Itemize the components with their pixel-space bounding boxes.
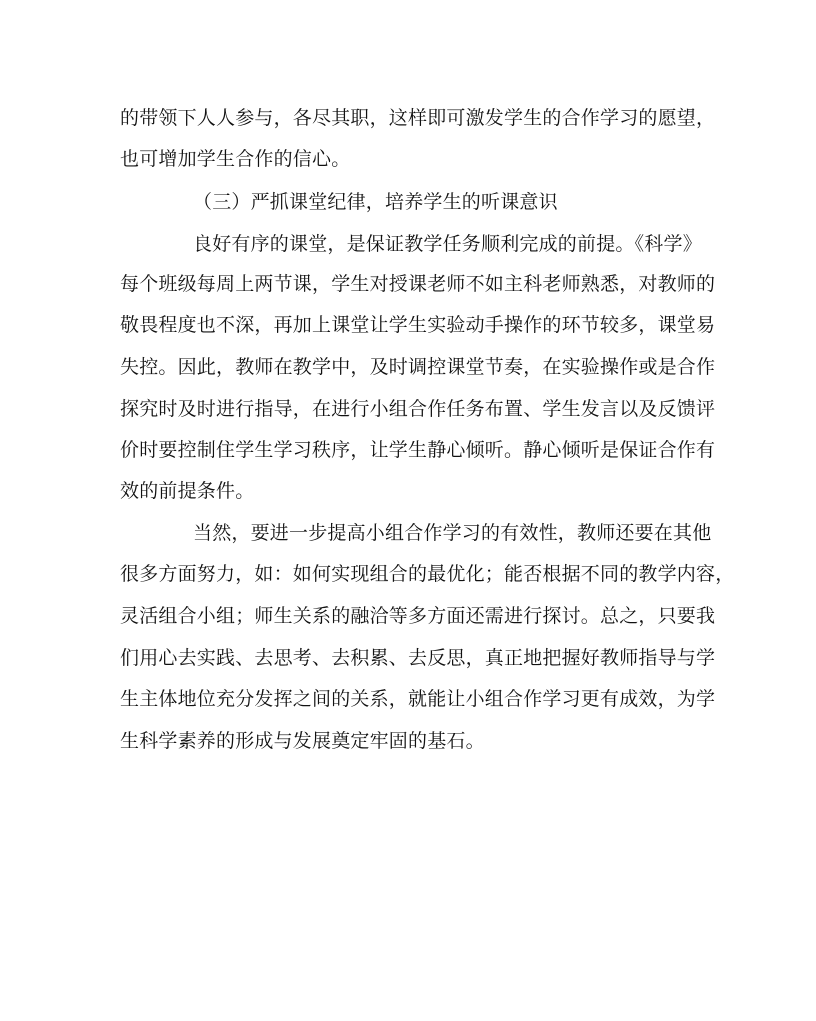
text-line: 效的前提条件。: [120, 480, 255, 502]
text-line: 价时要控制住学生学习秩序，让学生静心倾听。静心倾听是保证合作有: [120, 439, 716, 461]
text-line: 们用心去实践、去思考、去积累、去反思，真正地把握好教师指导与学: [120, 647, 716, 669]
paragraph-first-line: 良好有序的课堂，是保证教学任务顺利完成的前提。《科学》: [193, 233, 702, 255]
text-line: 很多方面努力，如：如何实现组合的最优化；能否根据不同的教学内容，: [120, 563, 735, 585]
text-line: 探究时及时进行指导，在进行小组合作任务布置、学生发言以及反馈评: [120, 398, 716, 420]
text-line: 失控。因此，教师在教学中，及时调控课堂节奏，在实验操作或是合作: [120, 356, 716, 378]
text-line: 也可增加学生合作的信心。: [120, 148, 351, 170]
text-line: 敬畏程度也不深，再加上课堂让学生实验动手操作的环节较多，课堂易: [120, 314, 716, 336]
text-line: 每个班级每周上两节课，学生对授课老师不如主科老师熟悉，对教师的: [120, 273, 716, 295]
text-line: 生科学素养的形成与发展奠定牢固的基石。: [120, 730, 485, 752]
section-heading: （三）严抓课堂纪律，培养学生的听课意识: [193, 191, 558, 213]
text-line: 灵活组合小组；师生关系的融洽等多方面还需进行探讨。总之，只要我: [120, 605, 716, 627]
text-line: 的带领下人人参与，各尽其职，这样即可激发学生的合作学习的愿望，: [120, 107, 716, 129]
text-line: 生主体地位充分发挥之间的关系，就能让小组合作学习更有成效，为学: [120, 688, 716, 710]
paragraph-first-line: 当然，要进一步提高小组合作学习的有效性，教师还要在其他: [193, 522, 712, 544]
